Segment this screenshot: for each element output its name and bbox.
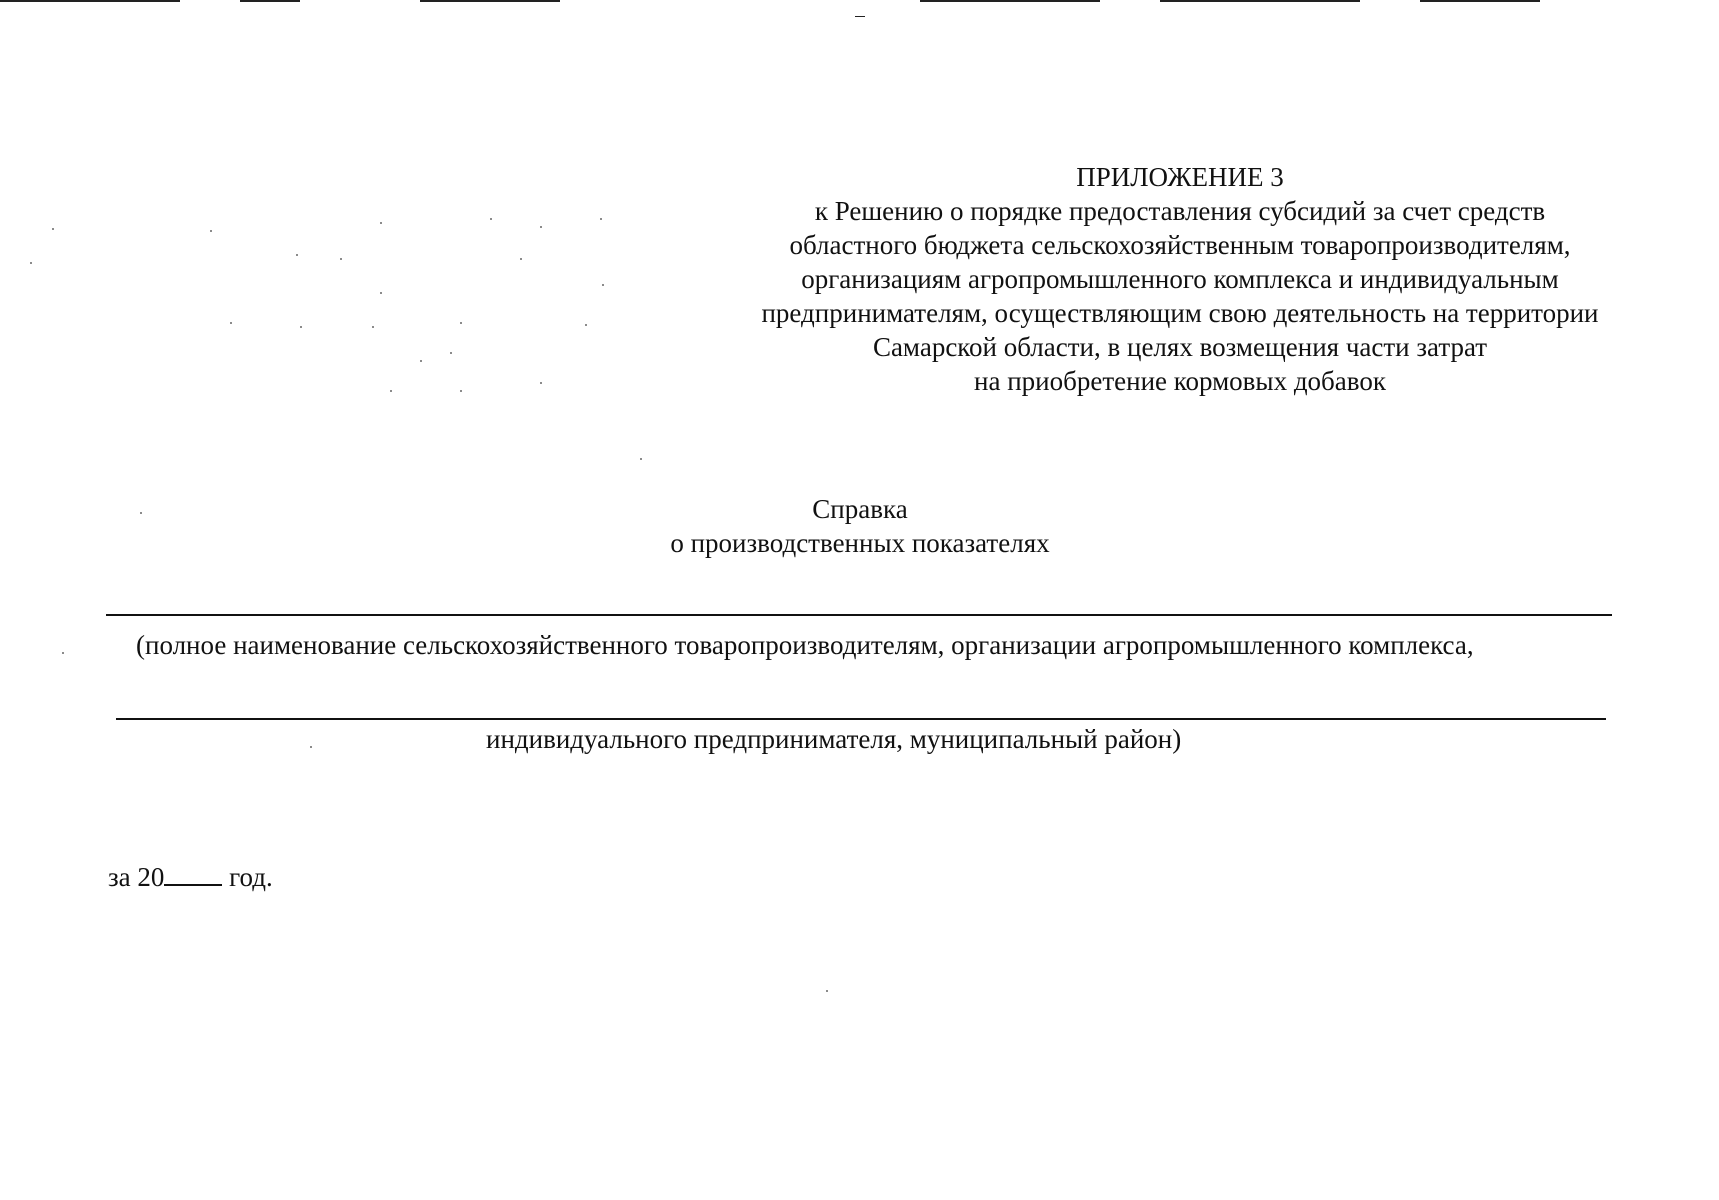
period-row — [108, 860, 273, 894]
appendix-block — [700, 160, 1660, 398]
period-prefix: за 20 — [108, 862, 165, 892]
scan-speck — [380, 292, 382, 294]
appendix-line: на приобретение кормовых добавок — [974, 366, 1386, 396]
scan-top-rule — [1160, 0, 1360, 2]
scan-speck — [380, 222, 382, 224]
scan-speck — [540, 382, 542, 384]
organization-name-line-2[interactable] — [116, 718, 1606, 720]
scan-top-rule — [855, 16, 865, 17]
scan-speck — [300, 326, 302, 328]
scan-top-rule — [920, 0, 1100, 2]
scan-speck — [460, 390, 462, 392]
scan-speck — [585, 324, 587, 326]
scan-speck — [30, 262, 32, 264]
organization-name-line-1[interactable] — [106, 614, 1612, 616]
appendix-line: областного бюджета сельскохозяйственным товаропроизводителям, — [789, 230, 1571, 260]
scan-speck — [540, 226, 542, 228]
scan-speck — [640, 458, 642, 460]
scan-speck — [602, 284, 604, 286]
scan-speck — [390, 390, 392, 392]
scan-speck — [520, 258, 522, 260]
scan-speck — [310, 746, 312, 748]
document-subtitle: о производственных показателях — [670, 528, 1050, 558]
appendix-line: к Решению о порядке предоставления субсидий за счет средств — [814, 196, 1546, 226]
scan-speck — [372, 326, 374, 328]
period-suffix: год. — [222, 862, 273, 892]
scan-speck — [210, 230, 212, 232]
scan-speck — [600, 218, 602, 220]
scan-speck — [62, 652, 64, 654]
scan-speck — [420, 360, 422, 362]
document-heading — [560, 492, 1160, 560]
organization-name-caption-2: индивидуального предпринимателя, муниципальный район) — [486, 724, 1182, 754]
scan-speck — [450, 352, 452, 354]
scan-speck — [140, 512, 142, 514]
appendix-title: ПРИЛОЖЕНИЕ 3 — [1076, 162, 1284, 192]
scan-speck — [490, 218, 492, 220]
appendix-line: организациям агропромышленного комплекса и индивидуальным — [801, 264, 1559, 294]
appendix-line: предпринимателям, осуществляющим свою деятельность на территории — [761, 298, 1599, 328]
scan-speck — [296, 254, 298, 256]
scan-speck — [52, 228, 54, 230]
scan-speck — [230, 322, 232, 324]
scan-speck — [826, 990, 828, 992]
scan-speck — [460, 322, 462, 324]
scan-speck — [340, 258, 342, 260]
scan-top-rule — [0, 0, 180, 2]
scan-top-rule — [420, 0, 560, 2]
document-title: Справка — [812, 494, 908, 524]
organization-name-caption-1: (полное наименование сельскохозяйственного товаропроизводителям, организации агропромышленного комплекса, — [136, 630, 1474, 660]
scan-top-rule — [240, 0, 300, 2]
year-blank-field[interactable] — [164, 860, 222, 886]
scan-top-rule — [1420, 0, 1540, 2]
appendix-line: Самарской области, в целях возмещения части затрат — [872, 332, 1488, 362]
